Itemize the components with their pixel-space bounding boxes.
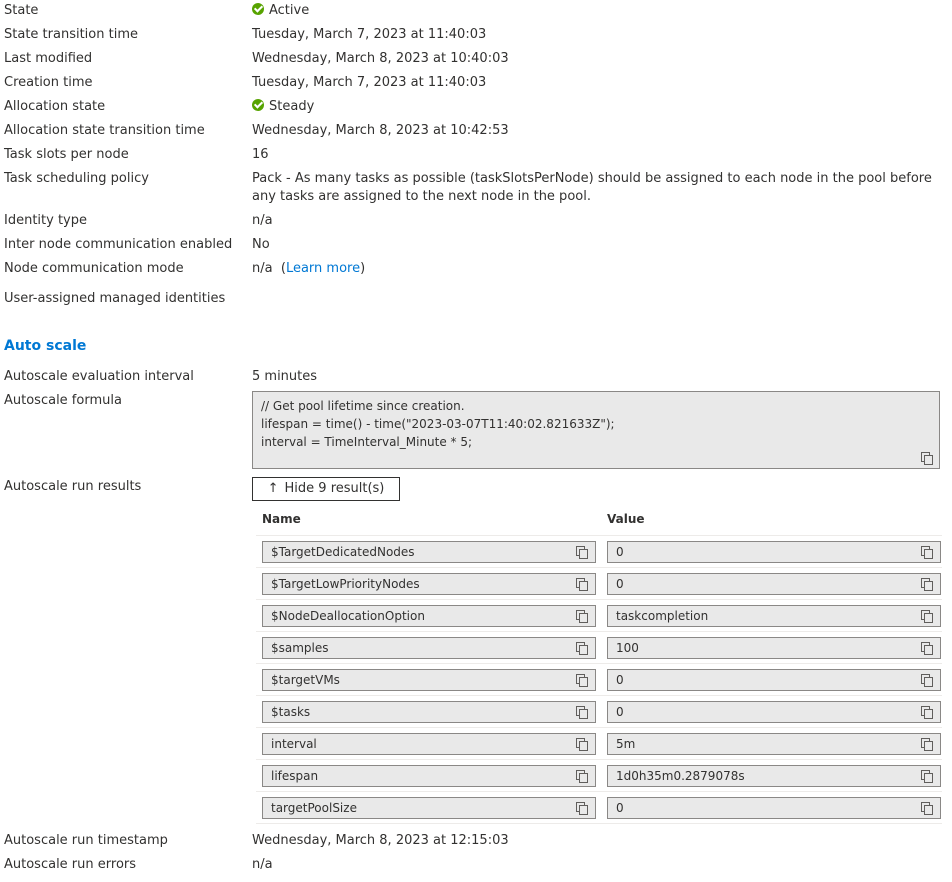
prop-label: Creation time: [4, 75, 93, 90]
copy-icon[interactable]: [921, 770, 932, 782]
formula-line: interval = TimeInterval_Minute * 5;: [261, 435, 473, 449]
result-value-field[interactable]: [607, 541, 941, 563]
copy-icon[interactable]: [576, 802, 587, 814]
copy-icon[interactable]: [921, 738, 932, 750]
prop-label: Task scheduling policy: [4, 171, 149, 186]
result-name-field[interactable]: [262, 573, 596, 595]
result-value: 0: [616, 577, 624, 591]
result-value: 0: [616, 705, 624, 719]
result-value: 0: [616, 545, 624, 559]
copy-icon[interactable]: [921, 674, 932, 686]
result-value-field[interactable]: [607, 637, 941, 659]
check-circle-icon: [252, 3, 264, 15]
prop-label: Autoscale evaluation interval: [4, 369, 194, 384]
result-name: $samples: [271, 641, 329, 655]
copy-icon[interactable]: [921, 706, 932, 718]
prop-label: Autoscale run errors: [4, 857, 137, 872]
result-value-field[interactable]: [607, 605, 941, 627]
formula-line: lifespan = time() - time("2023-03-07T11:40:02.821633Z");: [261, 417, 615, 431]
hide-results-button[interactable]: [252, 477, 400, 501]
prop-label: Autoscale run results: [4, 479, 142, 494]
prop-value-state: Active: [269, 3, 310, 18]
copy-icon[interactable]: [921, 578, 932, 590]
result-name-field[interactable]: [262, 605, 596, 627]
prop-value: 5 minutes: [252, 369, 318, 384]
result-value-field[interactable]: [607, 797, 941, 819]
prop-value: 16: [252, 147, 269, 162]
autoscale-formula-box[interactable]: [252, 391, 940, 469]
result-value-field[interactable]: [607, 573, 941, 595]
result-name: lifespan: [271, 769, 319, 783]
prop-value: n/a: [252, 213, 273, 228]
result-value-field[interactable]: [607, 733, 941, 755]
result-name-field[interactable]: [262, 669, 596, 691]
result-name-field[interactable]: [262, 701, 596, 723]
prop-label: Last modified: [4, 51, 93, 66]
prop-value: Wednesday, March 8, 2023 at 10:42:53: [252, 123, 509, 138]
result-name-field[interactable]: [262, 637, 596, 659]
table-row: [256, 696, 942, 728]
copy-icon[interactable]: [921, 546, 932, 558]
arrow-up-icon: ↑: [267, 481, 279, 496]
prop-label: State: [4, 3, 39, 18]
result-name-field[interactable]: [262, 797, 596, 819]
result-name: $targetVMs: [271, 673, 340, 687]
table-row: [256, 632, 942, 664]
result-value-field[interactable]: [607, 669, 941, 691]
prop-value: Wednesday, March 8, 2023 at 10:40:03: [252, 51, 509, 66]
prop-label: User-assigned managed identities: [4, 291, 226, 306]
prop-label: Allocation state: [4, 99, 106, 114]
table-row: [256, 664, 942, 696]
result-value: taskcompletion: [616, 609, 709, 623]
prop-value: n/a: [252, 261, 273, 276]
prop-label: Allocation state transition time: [4, 123, 205, 138]
prop-label: Task slots per node: [4, 147, 129, 162]
result-name-field[interactable]: [262, 541, 596, 563]
table-row: [256, 792, 942, 824]
result-value: 100: [616, 641, 639, 655]
hide-results-label: Hide 9 result(s): [284, 481, 385, 496]
result-name: $TargetLowPriorityNodes: [271, 577, 420, 591]
result-value-field[interactable]: [607, 765, 941, 787]
column-header-name: Name: [262, 512, 301, 526]
prop-label: Autoscale run timestamp: [4, 833, 168, 848]
prop-label: Autoscale formula: [4, 393, 122, 408]
copy-icon[interactable]: [576, 738, 587, 750]
result-name: $tasks: [271, 705, 311, 719]
result-name: $NodeDeallocationOption: [271, 609, 425, 623]
copy-icon[interactable]: [921, 610, 932, 622]
prop-label: Node communication mode: [4, 261, 184, 276]
copy-icon[interactable]: [921, 642, 932, 654]
prop-label: State transition time: [4, 27, 138, 42]
result-name-field[interactable]: [262, 765, 596, 787]
prop-value: n/a: [252, 857, 273, 872]
table-row: [256, 536, 942, 568]
result-value: 0: [616, 673, 624, 687]
result-value-field[interactable]: [607, 701, 941, 723]
result-value: 0: [616, 801, 624, 815]
learn-more-link[interactable]: Learn more: [285, 261, 361, 276]
table-row: [256, 600, 942, 632]
copy-icon[interactable]: [921, 452, 932, 464]
result-name: interval: [271, 737, 317, 751]
result-name: $TargetDedicatedNodes: [271, 545, 415, 559]
prop-value: Pack - As many tasks as possible (taskSlotsPerNode) should be assigned to each node in the pool before any tasks are assigned to the next node in the pool.: [252, 171, 932, 204]
section-title-auto-scale: Auto scale: [4, 338, 87, 354]
copy-icon[interactable]: [576, 770, 587, 782]
copy-icon[interactable]: [576, 642, 587, 654]
prop-value: Tuesday, March 7, 2023 at 11:40:03: [252, 27, 487, 42]
table-row: [256, 568, 942, 600]
copy-icon[interactable]: [576, 578, 587, 590]
copy-icon[interactable]: [576, 546, 587, 558]
prop-value: Tuesday, March 7, 2023 at 11:40:03: [252, 75, 487, 90]
result-name-field[interactable]: [262, 733, 596, 755]
copy-icon[interactable]: [921, 802, 932, 814]
table-row: [256, 760, 942, 792]
formula-line: // Get pool lifetime since creation.: [261, 399, 465, 413]
prop-value-allocation-state: Steady: [269, 99, 315, 114]
result-value: 5m: [616, 737, 636, 751]
table-row: [256, 728, 942, 760]
copy-icon[interactable]: [576, 674, 587, 686]
copy-icon[interactable]: [576, 706, 587, 718]
prop-value: No: [252, 237, 270, 252]
copy-icon[interactable]: [576, 610, 587, 622]
result-value: 1d0h35m0.2879078s: [616, 769, 745, 783]
prop-label: Identity type: [4, 213, 87, 228]
result-name: targetPoolSize: [271, 801, 357, 815]
prop-label: Inter node communication enabled: [4, 237, 233, 252]
check-circle-icon: [252, 99, 264, 111]
column-header-value: Value: [607, 512, 645, 526]
prop-value: Wednesday, March 8, 2023 at 12:15:03: [252, 833, 509, 848]
row-divider: [256, 823, 942, 824]
